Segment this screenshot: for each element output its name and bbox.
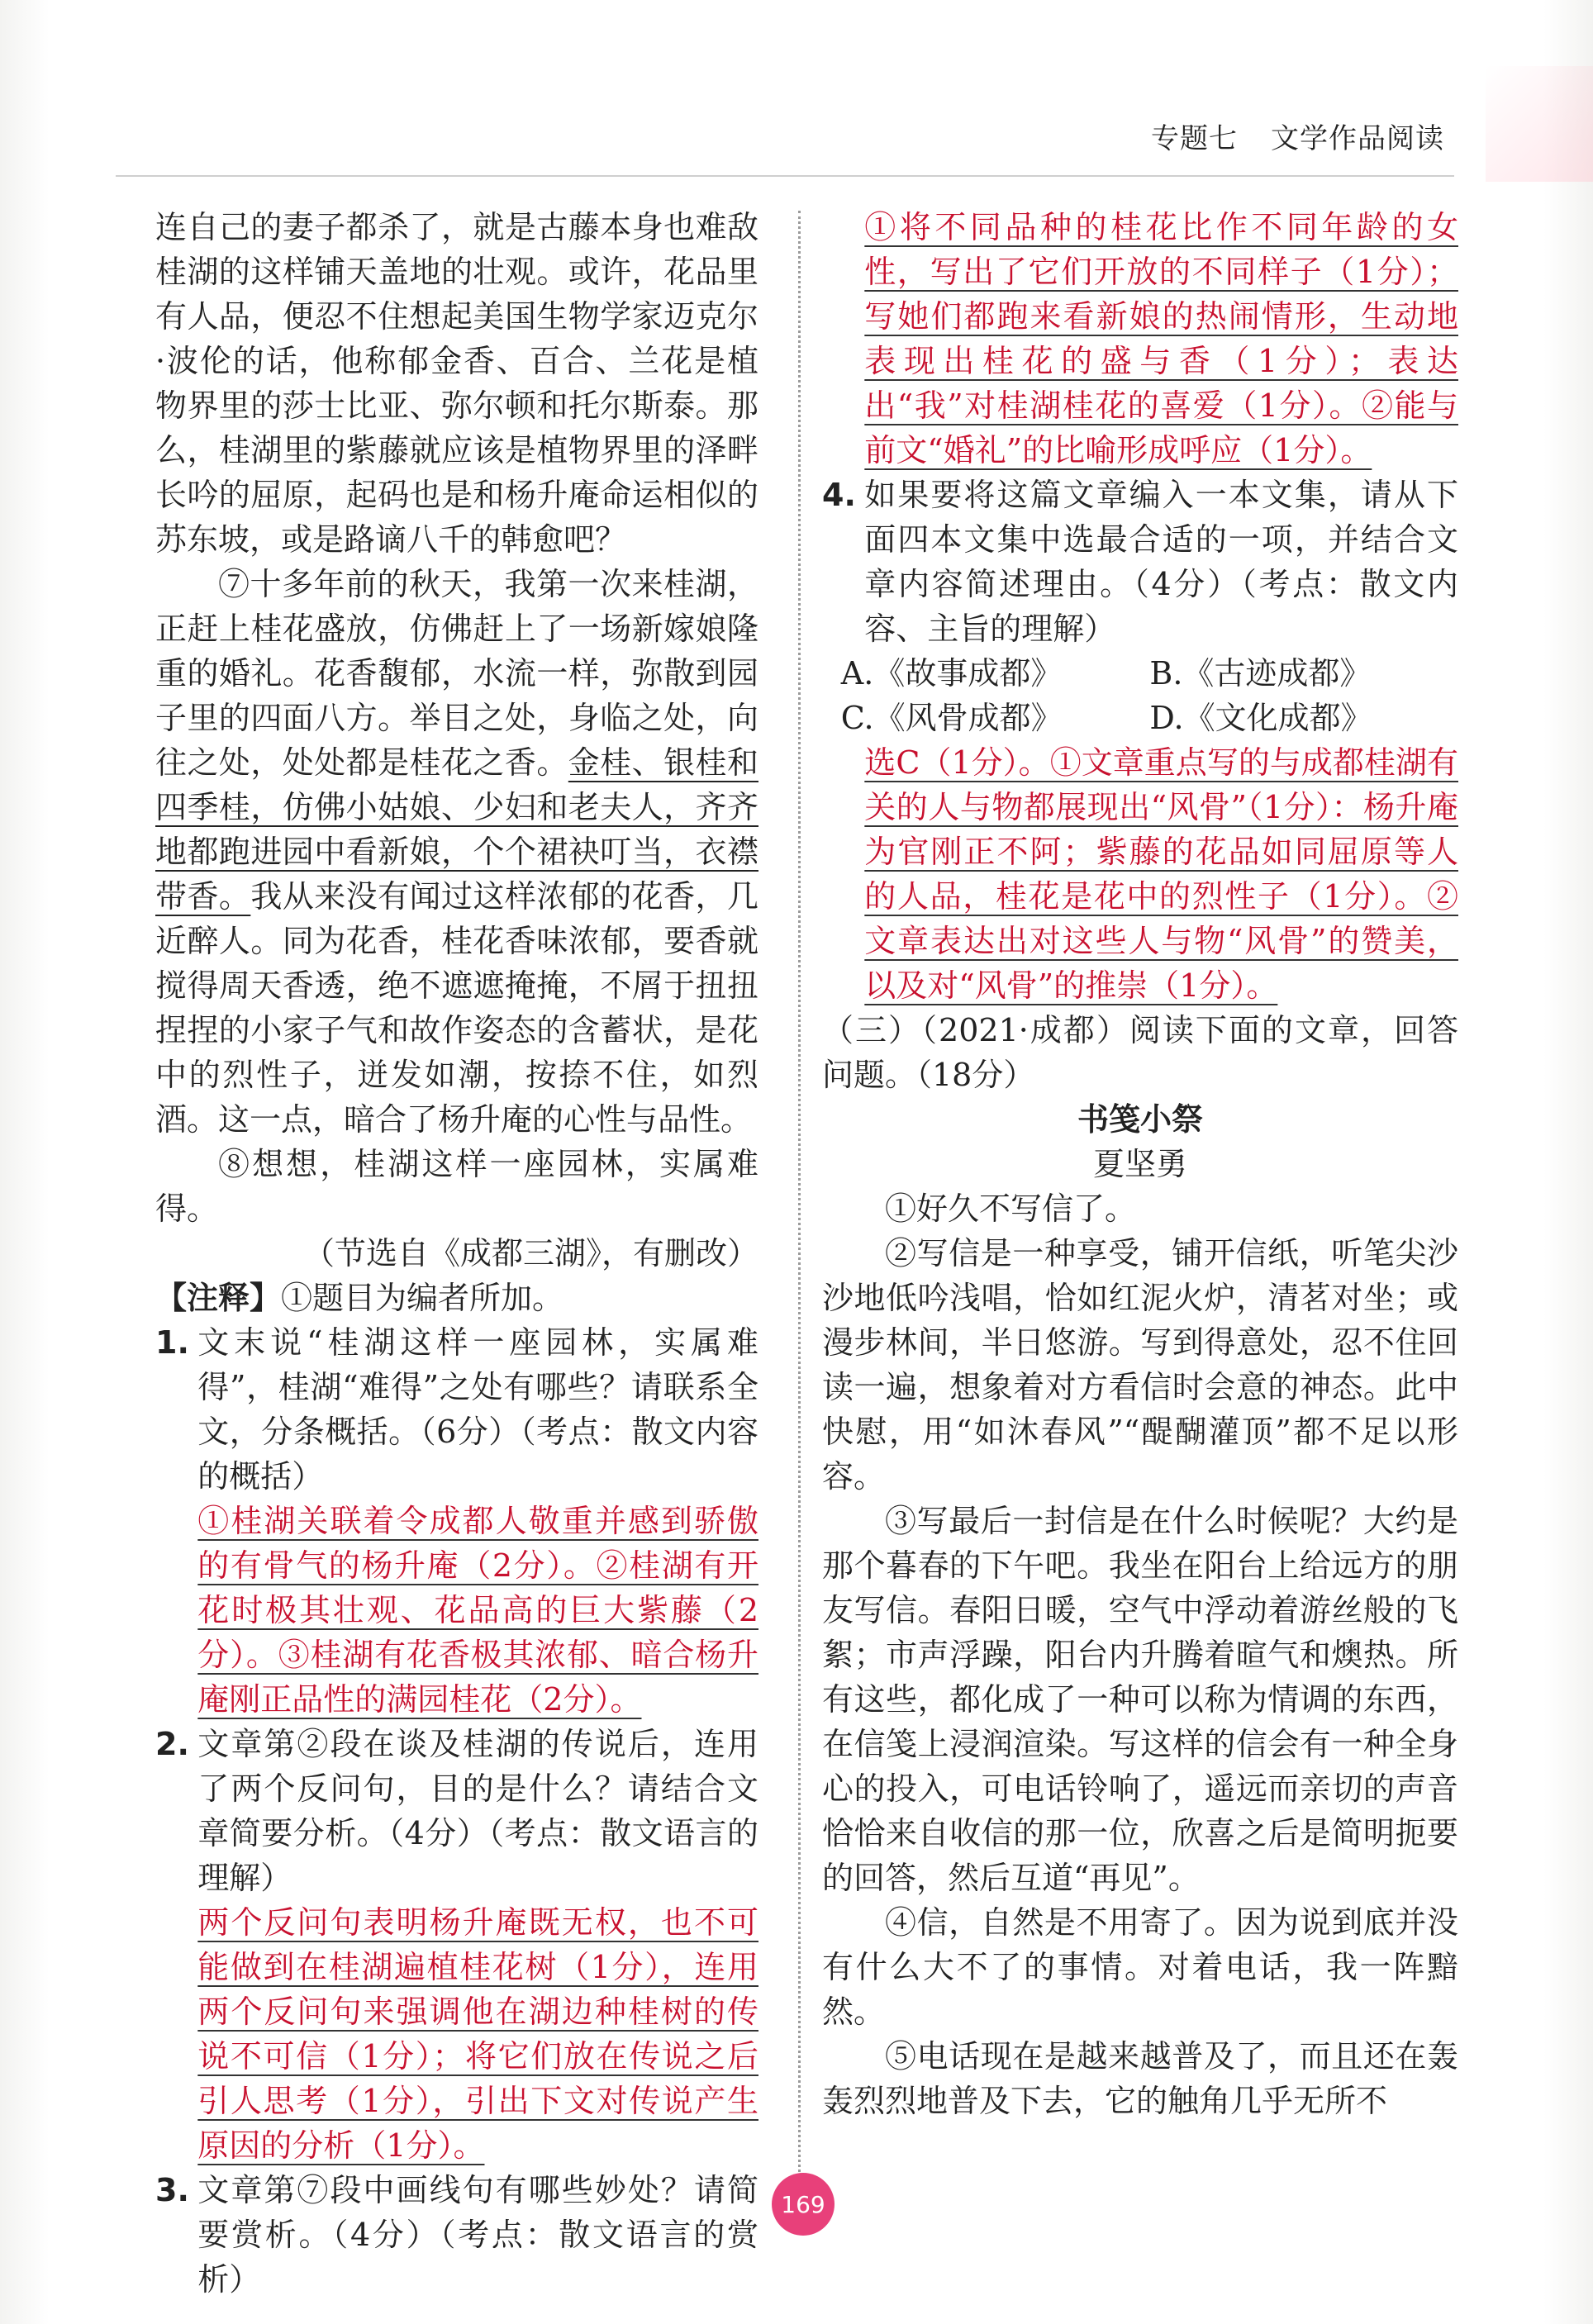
left-column (155, 205, 758, 2302)
annotation-label: 【注释】 (155, 1279, 282, 1316)
paragraph-7-underlined-sentence: 金桂、银桂和四季桂，仿佛小姑娘、少妇和老夫人，齐齐地都跑进园中看新娘，个个裙袂叮当，衣襟带香。 (155, 744, 758, 915)
annotation (155, 1276, 758, 1320)
question-3-answer: ①将不同品种的桂花比作不同年龄的女性，写出了它们开放的不同样子（1分）；写她们都跑来看新娘的热闹情形，生动地表现出桂花的盛与香（1分）；表达出“我”对桂湖桂花的喜爱（1分）。②能与前文“婚礼”的比喻形成呼应（1分）。 (864, 209, 1458, 468)
header-corner-decoration (1486, 66, 1593, 182)
question-4-options (822, 651, 1458, 740)
running-header (1151, 116, 1444, 156)
option-c: C.《风骨成都》 (840, 700, 1063, 736)
question-4-text: 如果要将这篇文章编入一本文集，请从下面四本文集中选最合适的一项，并结合文章内容简述理由。（4分）（考点：散文内容、主旨的理解） (864, 477, 1458, 647)
annotation-text: ①题目为编者所加。 (281, 1280, 564, 1316)
paragraph-7-pre: ⑦十多年前的秋天，我第一次来桂湖，正赶上桂花盛放，仿佛赶上了一场新嫁娘隆重的婚礼。花香馥郁，水流一样，弥散到园子里的四面八方。举目之处，身临之处，向往之处，处处都是桂花之香。 (155, 566, 758, 781)
article-author: 夏坚勇 (1092, 1146, 1187, 1182)
question-2-text: 文章第②段在谈及桂湖的传说后，连用了两个反问句，目的是什么？请结合文章简要分析。（4分）（考点：散文语言的理解） (197, 1726, 758, 1896)
question-3-text: 文章第⑦段中画线句有哪些妙处？请简要赏析。（4分）（考点：散文语言的赏析） (197, 2172, 758, 2298)
paragraph-continued: 连自己的妻子都杀了，就是古藤本身也难敌桂湖的这样铺天盖地的壮观。或许，花品里有人品，便忍不住想起美国生物学家迈克尔·波伦的话，他称郁金香、百合、兰花是植物界里的莎士比亚、弥尔顿和托尔斯泰。那么，桂湖里的紫藤就应该是植物界里的泽畔长吟的屈原，起码也是和杨升庵命运相似的苏东坡，或是路谪八千的韩愈吧？ (155, 209, 758, 558)
article-paragraph-2: ②写信是一种享受，铺开信纸，听笔尖沙沙地低吟浅唱，恰如红泥火炉，清茗对坐；或漫步林间，半日悠游。写到得意处，忍不住回读一遍，想象着对方看信时会意的神态。此中快慰，用“如沐春风”“醍醐灌顶”都不足以形容。 (822, 1235, 1458, 1495)
paragraph-7-post: 我从来没有闻过这样浓郁的花香，几近醉人。同为花香，桂花香味浓郁，要香就搅得周天香透，绝不遮遮掩掩，不屑于扭扭捏捏的小家子气和故作姿态的含蓄状，是花中的烈性子，迸发如潮，按捺不住，如烈酒。这一点，暗合了杨升庵的心性与品性。 (155, 878, 758, 1138)
header-rule (116, 175, 1454, 177)
article-paragraph-5: ⑤电话现在是越来越普及了，而且还在轰轰烈烈地普及下去，它的触角几乎无所不 (822, 2038, 1458, 2119)
article-title: 书笺小祭 (1077, 1101, 1203, 1138)
article-paragraph-3: ③写最后一封信是在什么时候呢？大约是那个暮春的下午吧。我坐在阳台上给远方的朋友写信。春阳日暖，空气中浮动着游丝般的飞絮；市声浮躁，阳台内升腾着暄气和燠热。所有这些，都化成了一种可以称为情调的东西，在信笺上浸润渲染。写这样的信会有一种全身心的投入，可电话铃响了，遥远而亲切的声音恰恰来自收信的那一位，欣喜之后是简明扼要的回答，然后互道“再见”。 (822, 1503, 1458, 1896)
question-1-text: 文末说“桂湖这样一座园林，实属难得”，桂湖“难得”之处有哪些？请联系全文，分条概括。（6分）（考点：散文内容的概括） (197, 1324, 758, 1495)
section-3-heading: （三）（2021·成都）阅读下面的文章，回答问题。（18分） (822, 1012, 1458, 1093)
article-paragraph-4: ④信，自然是不用寄了。因为说到底并没有什么大不了的事情。对着电话，我一阵黯然。 (822, 1904, 1458, 2030)
question-1-answer: ①桂湖关联着令成都人敬重并感到骄傲的有骨气的杨升庵（2分）。②桂湖有开花时极其壮观、花品高的巨大紫藤（2分）。③桂湖有花香极其浓郁、暗合杨升庵刚正品性的满园桂花（2分）。 (197, 1503, 758, 1718)
question-2-number: 2. (155, 1726, 189, 1762)
header-section: 文学作品阅读 (1271, 122, 1444, 155)
article-paragraph-1: ①好久不写信了。 (885, 1191, 1137, 1227)
paragraph-8: ⑧想想，桂湖这样一座园林，实属难得。 (155, 1146, 758, 1227)
header-unit: 专题七 (1151, 122, 1238, 155)
option-b: B.《古迹成都》 (1149, 655, 1372, 691)
question-4 (822, 473, 1458, 651)
paragraph-7 (155, 562, 758, 1142)
question-1 (155, 1320, 758, 1499)
page-number: 169 (772, 2173, 835, 2236)
source-note: （节选自《成都三湖》，有删改） (302, 1235, 758, 1271)
question-4-number: 4. (822, 477, 856, 513)
column-divider (798, 211, 801, 2177)
option-a: A.《故事成都》 (840, 655, 1063, 691)
question-2 (155, 1722, 758, 1900)
question-3-number: 3. (155, 2172, 189, 2208)
question-2-answer: 两个反问句表明杨升庵既无权，也不可能做到在桂湖遍植桂花树（1分），连用两个反问句来强调他在湖边种桂树的传说不可信（1分）；将它们放在传说之后引人思考（1分），引出下文对传说产生原因的分析（1分）。 (197, 1904, 758, 2164)
option-d: D.《文化成都》 (1149, 700, 1372, 736)
question-1-number: 1. (155, 1324, 189, 1361)
right-column (822, 205, 1458, 2123)
question-4-answer: 选C（1分）。①文章重点写的与成都桂湖有关的人与物都展现出“风骨”（1分）：杨升庵为官刚正不阿；紫藤的花品如同屈原等人的人品，桂花是花中的烈性子（1分）。②文章表达出对这些人与物“风骨”的赞美，以及对“风骨”的推崇（1分）。 (864, 744, 1458, 1004)
question-3 (155, 2168, 758, 2302)
